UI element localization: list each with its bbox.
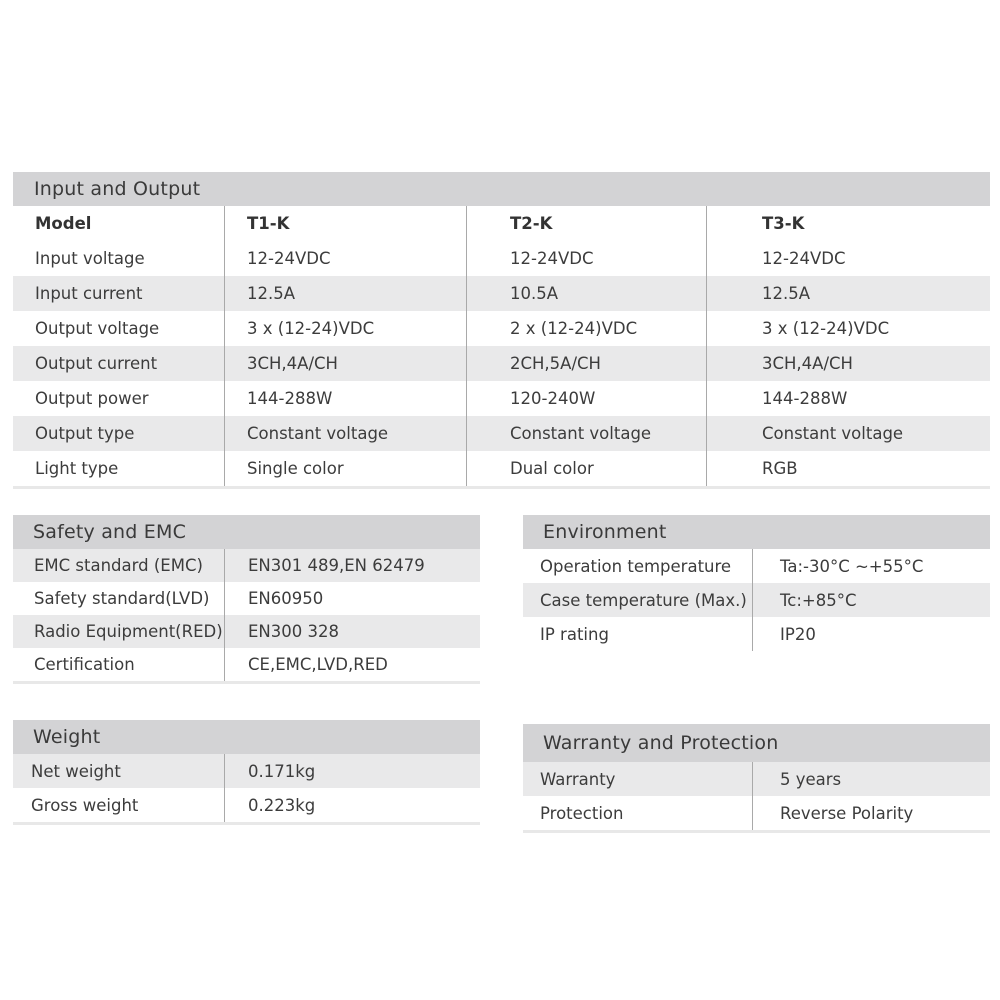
table-cell: 2 x (12-24)VDC (466, 311, 706, 346)
table-cell: EN60950 (224, 582, 480, 615)
table-row (13, 416, 990, 451)
table-cell: 5 years (752, 762, 990, 796)
table-cell: Constant voltage (466, 416, 706, 451)
section-title: Environment (523, 515, 990, 549)
table-row (523, 796, 990, 830)
header-cell: T2-K (466, 206, 706, 241)
row-label: Warranty (540, 769, 616, 789)
row-label: Safety standard(LVD) (34, 589, 210, 608)
table-cell: 12-24VDC (706, 241, 990, 276)
safety-emc-table (13, 515, 480, 684)
table-cell: 3 x (12-24)VDC (224, 311, 466, 346)
table-cell: Dual color (466, 451, 706, 486)
row-label: IP rating (540, 624, 609, 644)
table-cell: 0.171kg (224, 754, 480, 788)
table-cell: 10.5A (466, 276, 706, 311)
table-row (523, 762, 990, 796)
section-title: Warranty and Protection (523, 724, 990, 762)
table-row (523, 617, 990, 651)
warranty-protection-table (523, 724, 990, 833)
table-cell: Single color (224, 451, 466, 486)
row-label: Output current (35, 354, 158, 373)
row-label: Output type (35, 424, 135, 443)
table-row (13, 549, 480, 582)
row-label: Gross weight (31, 795, 139, 815)
table-row (13, 381, 990, 416)
environment-table (523, 515, 990, 651)
table-cell: RGB (706, 451, 990, 486)
row-label: Net weight (31, 761, 121, 781)
table-cell: CE,EMC,LVD,RED (224, 648, 480, 681)
table-cell: Constant voltage (706, 416, 990, 451)
row-label: Operation temperature (540, 556, 732, 576)
section-title: Safety and EMC (13, 515, 480, 549)
section-title: Weight (13, 720, 480, 754)
table-cell: Reverse Polarity (752, 796, 990, 830)
table-cell: 12.5A (224, 276, 466, 311)
input-output-table (13, 172, 990, 489)
row-label: Input current (35, 284, 143, 303)
row-label: Protection (540, 803, 624, 823)
header-cell: Model (35, 214, 92, 233)
table-row (13, 648, 480, 681)
table-row (13, 788, 480, 822)
table-row (13, 241, 990, 276)
row-label: Output power (35, 389, 149, 408)
table-cell: 3CH,4A/CH (706, 346, 990, 381)
table-cell: Ta:-30°C ~+55°C (752, 549, 990, 583)
row-label: Radio Equipment(RED) (34, 622, 223, 641)
table-cell: 0.223kg (224, 788, 480, 822)
table-row (13, 754, 480, 788)
row-label: Certification (34, 655, 135, 674)
table-row (13, 346, 990, 381)
table-cell: IP20 (752, 617, 990, 651)
row-label: EMC standard (EMC) (34, 556, 203, 575)
table-cell: EN300 328 (224, 615, 480, 648)
section-title: Input and Output (13, 172, 990, 206)
table-cell: 144-288W (706, 381, 990, 416)
table-cell: 120-240W (466, 381, 706, 416)
table-cell: 3 x (12-24)VDC (706, 311, 990, 346)
header-cell: T1-K (224, 206, 466, 241)
weight-table (13, 720, 480, 825)
table-cell: 2CH,5A/CH (466, 346, 706, 381)
table-cell: EN301 489,EN 62479 (224, 549, 480, 582)
table-row (523, 583, 990, 617)
header-cell: T3-K (706, 206, 990, 241)
row-label: Case temperature (Max.) (540, 590, 747, 610)
table-row (13, 582, 480, 615)
table-row (13, 451, 990, 486)
table-header-row (13, 206, 990, 241)
table-cell: Constant voltage (224, 416, 466, 451)
table-row (13, 276, 990, 311)
table-cell: 12-24VDC (224, 241, 466, 276)
table-row (13, 615, 480, 648)
row-label: Output voltage (35, 319, 160, 338)
table-cell: Tc:+85°C (752, 583, 990, 617)
table-cell: 12.5A (706, 276, 990, 311)
table-cell: 144-288W (224, 381, 466, 416)
row-label: Light type (35, 459, 119, 478)
table-cell: 12-24VDC (466, 241, 706, 276)
row-label: Input voltage (35, 249, 145, 268)
table-cell: 3CH,4A/CH (224, 346, 466, 381)
table-row (13, 311, 990, 346)
table-row (523, 549, 990, 583)
